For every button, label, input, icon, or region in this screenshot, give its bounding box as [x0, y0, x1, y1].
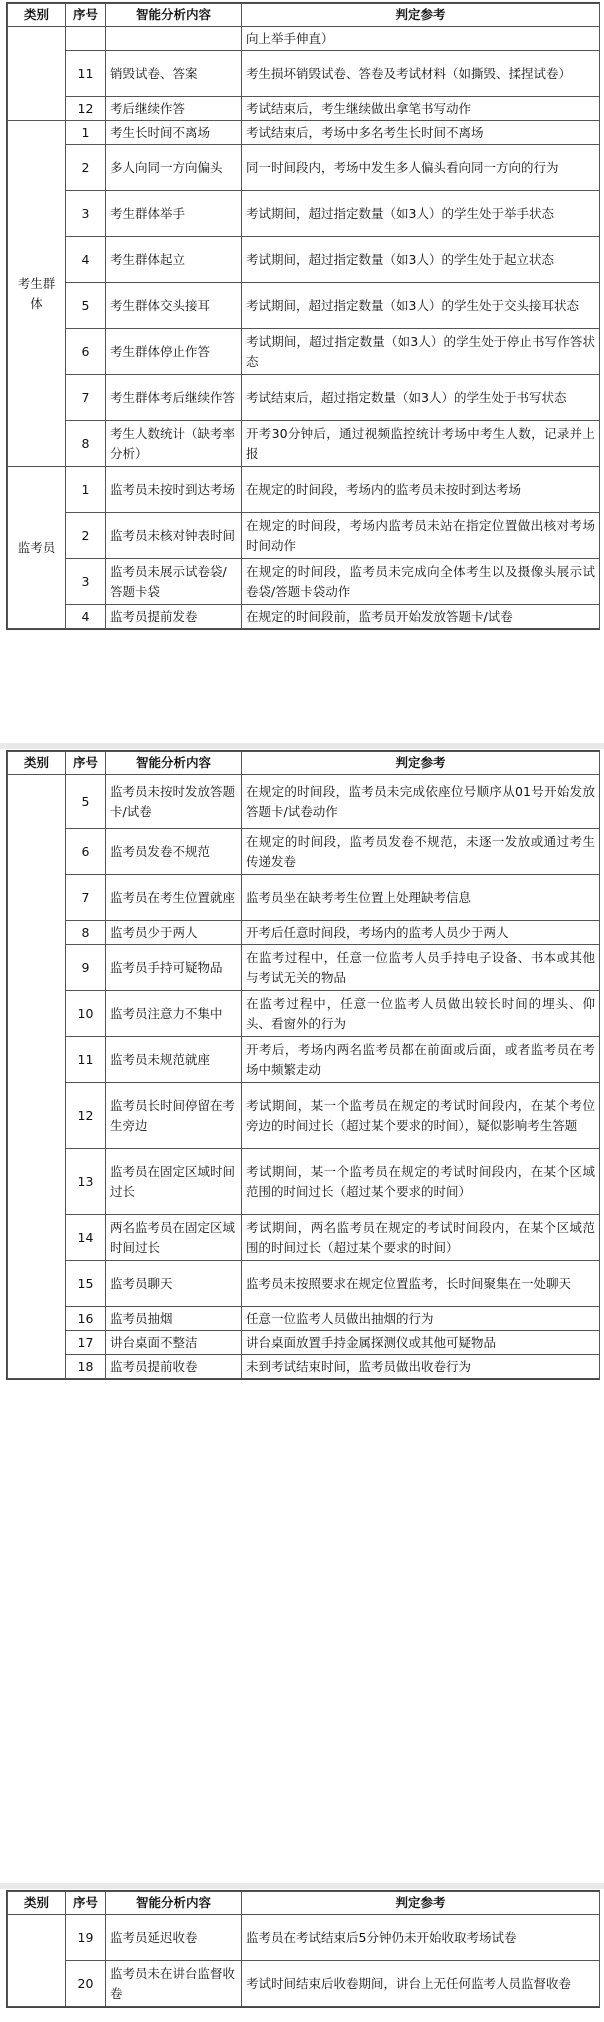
row-criteria: 在监考过程中，任意一位监考人员手持电子设备、书本或其他与考试无关的物品	[242, 945, 600, 991]
row-analysis-item: 销毁试卷、答案	[106, 51, 242, 97]
row-criteria: 考试结束后，考生继续做出拿笔书写动作	[242, 97, 600, 121]
table-row	[8, 375, 600, 421]
row-number: 2	[66, 145, 106, 191]
row-number: 18	[66, 1355, 106, 1379]
header-analysis-content: 智能分析内容	[106, 752, 242, 775]
row-number: 7	[66, 375, 106, 421]
row-number: 11	[66, 51, 106, 97]
row-number: 9	[66, 945, 106, 991]
row-analysis-item: 监考员未展示试卷袋/答题卡袋	[106, 559, 242, 605]
table-row	[8, 329, 600, 375]
row-analysis-item	[106, 27, 242, 51]
row-criteria: 考试期间，某一个监考员在规定的考试时间段内，在某个区域范围的时间过长（超过某个要求的时间）	[242, 1149, 600, 1215]
table-segment-1	[6, 2, 600, 630]
row-analysis-item: 监考员在考生位置就座	[106, 875, 242, 921]
table-row	[8, 97, 600, 121]
row-analysis-item: 监考员注意力不集中	[106, 991, 242, 1037]
table-row	[8, 1083, 600, 1149]
row-criteria: 任意一位监考人员做出抽烟的行为	[242, 1307, 600, 1331]
row-analysis-item: 考生群体停止作答	[106, 329, 242, 375]
table-header	[8, 752, 600, 775]
row-number: 3	[66, 559, 106, 605]
row-analysis-item: 监考员聊天	[106, 1261, 242, 1307]
row-analysis-item: 监考员抽烟	[106, 1307, 242, 1331]
table-row	[8, 559, 600, 605]
row-number: 8	[66, 921, 106, 945]
row-number: 13	[66, 1149, 106, 1215]
header-criteria: 判定参考	[242, 1892, 600, 1915]
row-analysis-item: 监考员提前发卷	[106, 605, 242, 629]
row-criteria: 监考员坐在缺考考生位置上处理缺考信息	[242, 875, 600, 921]
row-criteria: 考生损坏销毁试卷、答卷及考试材料（如撕毁、揉捏试卷）	[242, 51, 600, 97]
row-analysis-item: 考后继续作答	[106, 97, 242, 121]
row-analysis-item: 监考员手持可疑物品	[106, 945, 242, 991]
row-number: 4	[66, 605, 106, 629]
row-analysis-item: 监考员在固定区域时间过长	[106, 1149, 242, 1215]
row-criteria: 监考员在考试结束后5分钟仍未开始收取考场试卷	[242, 1915, 600, 1961]
category-cell-continued	[8, 775, 66, 1379]
row-criteria: 同一时间段内，考场中发生多人偏头看向同一方向的行为	[242, 145, 600, 191]
row-number: 16	[66, 1307, 106, 1331]
row-criteria: 向上举手伸直）	[242, 27, 600, 51]
row-number: 20	[66, 1961, 106, 2007]
row-criteria: 考试期间，超过指定数量（如3人）的学生处于起立状态	[242, 237, 600, 283]
category-cell-continued	[8, 27, 66, 121]
category-cell-proctors: 监考员	[8, 467, 66, 629]
row-number: 6	[66, 329, 106, 375]
table-row	[8, 283, 600, 329]
header-number: 序号	[66, 752, 106, 775]
header-category: 类别	[8, 4, 66, 27]
row-number: 5	[66, 283, 106, 329]
row-number: 17	[66, 1331, 106, 1355]
row-number: 5	[66, 775, 106, 829]
row-number: 1	[66, 467, 106, 513]
table-row	[8, 829, 600, 875]
row-criteria: 开考后，考场内两名监考员都在前面或后面，或者监考员在考场中频繁走动	[242, 1037, 600, 1083]
row-analysis-item: 考生长时间不离场	[106, 121, 242, 145]
row-criteria: 考试期间，超过指定数量（如3人）的学生处于交头接耳状态	[242, 283, 600, 329]
row-analysis-item: 考生群体交头接耳	[106, 283, 242, 329]
table-row	[8, 875, 600, 921]
table-row	[8, 513, 600, 559]
header-category: 类别	[8, 1892, 66, 1915]
table-row	[8, 605, 600, 629]
table-row	[8, 1037, 600, 1083]
row-number: 1	[66, 121, 106, 145]
table-row	[8, 991, 600, 1037]
header-number: 序号	[66, 1892, 106, 1915]
table-row	[8, 191, 600, 237]
row-number: 7	[66, 875, 106, 921]
table-row	[8, 121, 600, 145]
row-criteria: 监考员未按照要求在规定位置监考，长时间聚集在一处聊天	[242, 1261, 600, 1307]
row-analysis-item: 考生人数统计（缺考率分析）	[106, 421, 242, 467]
table-row	[8, 1307, 600, 1331]
row-criteria: 考试时间结束后收卷期间，讲台上无任何监考人员监督收卷	[242, 1961, 600, 2007]
table-segment-2	[6, 750, 600, 1380]
row-number: 15	[66, 1261, 106, 1307]
row-criteria: 考试期间，某一个监考员在规定的考试时间段内，在某个考位旁边的时间过长（超过某个要求的时间），疑似影响考生答题	[242, 1083, 600, 1149]
row-analysis-item: 监考员少于两人	[106, 921, 242, 945]
table-row	[8, 1915, 600, 1961]
header-criteria: 判定参考	[242, 752, 600, 775]
category-cell-continued	[8, 1915, 66, 2007]
table-row	[8, 27, 600, 51]
table-row	[8, 1961, 600, 2007]
header-analysis-content: 智能分析内容	[106, 4, 242, 27]
header-number: 序号	[66, 4, 106, 27]
row-analysis-item: 监考员未核对钟表时间	[106, 513, 242, 559]
header-analysis-content: 智能分析内容	[106, 1892, 242, 1915]
row-criteria: 在规定的时间段前，监考员开始发放答题卡/试卷	[242, 605, 600, 629]
table-row	[8, 1215, 600, 1261]
row-analysis-item: 监考员未在讲台监督收卷	[106, 1961, 242, 2007]
row-number: 2	[66, 513, 106, 559]
row-number: 11	[66, 1037, 106, 1083]
row-analysis-item: 考生群体起立	[106, 237, 242, 283]
header-criteria: 判定参考	[242, 4, 600, 27]
row-number: 3	[66, 191, 106, 237]
row-criteria: 开考后任意时间段，考场内的监考人员少于两人	[242, 921, 600, 945]
table-row	[8, 237, 600, 283]
table-row	[8, 467, 600, 513]
row-criteria: 在监考过程中，任意一位监考人员做出较长时间的埋头、仰头、看窗外的行为	[242, 991, 600, 1037]
row-criteria: 讲台桌面放置手持金属探测仪或其他可疑物品	[242, 1331, 600, 1355]
table-header	[8, 4, 600, 27]
page-separator	[0, 1883, 604, 1889]
row-number: 19	[66, 1915, 106, 1961]
table-row	[8, 921, 600, 945]
row-criteria: 在规定的时间段，监考员未完成依座位号顺序从01号开始发放答题卡/试卷动作	[242, 775, 600, 829]
row-criteria: 在规定的时间段，考场内的监考员未按时到达考场	[242, 467, 600, 513]
row-number: 4	[66, 237, 106, 283]
row-analysis-item: 监考员未按时到达考场	[106, 467, 242, 513]
row-number: 12	[66, 97, 106, 121]
table-row	[8, 775, 600, 829]
table-row	[8, 945, 600, 991]
row-analysis-item: 多人向同一方向偏头	[106, 145, 242, 191]
table-row	[8, 1355, 600, 1379]
row-criteria: 在规定的时间段，监考员发卷不规范，未逐一发放或通过考生传递发卷	[242, 829, 600, 875]
row-number: 12	[66, 1083, 106, 1149]
row-number: 10	[66, 991, 106, 1037]
row-criteria: 考试期间，两名监考员在规定的考试时间段内，在某个区域范围的时间过长（超过某个要求的时间）	[242, 1215, 600, 1261]
table-row	[8, 145, 600, 191]
row-number	[66, 27, 106, 51]
row-analysis-item: 监考员长时间停留在考生旁边	[106, 1083, 242, 1149]
row-criteria: 在规定的时间段，考场内监考员未站在指定位置做出核对考场时间动作	[242, 513, 600, 559]
row-analysis-item: 讲台桌面不整洁	[106, 1331, 242, 1355]
row-criteria: 考试期间，超过指定数量（如3人）的学生处于停止书写作答状态	[242, 329, 600, 375]
row-criteria: 开考30分钟后，通过视频监控统计考场中考生人数，记录并上报	[242, 421, 600, 467]
row-analysis-item: 考生群体考后继续作答	[106, 375, 242, 421]
row-criteria: 未到考试结束时间，监考员做出收卷行为	[242, 1355, 600, 1379]
row-analysis-item: 监考员发卷不规范	[106, 829, 242, 875]
row-analysis-item: 监考员延迟收卷	[106, 1915, 242, 1961]
table-row	[8, 1149, 600, 1215]
table-segment-3	[6, 1890, 600, 2008]
row-analysis-item: 两名监考员在固定区域时间过长	[106, 1215, 242, 1261]
table-row	[8, 421, 600, 467]
table-row	[8, 1261, 600, 1307]
table-row	[8, 51, 600, 97]
table-row	[8, 1331, 600, 1355]
row-criteria: 考试期间，超过指定数量（如3人）的学生处于举手状态	[242, 191, 600, 237]
row-number: 6	[66, 829, 106, 875]
row-number: 14	[66, 1215, 106, 1261]
row-criteria: 考试结束后，超过指定数量（如3人）的学生处于书写状态	[242, 375, 600, 421]
row-analysis-item: 监考员未按时发放答题卡/试卷	[106, 775, 242, 829]
page-separator	[0, 743, 604, 749]
row-number: 8	[66, 421, 106, 467]
row-analysis-item: 监考员未规范就座	[106, 1037, 242, 1083]
row-analysis-item: 监考员提前收卷	[106, 1355, 242, 1379]
row-criteria: 在规定的时间段，监考员未完成向全体考生以及摄像头展示试卷袋/答题卡袋动作	[242, 559, 600, 605]
table-header	[8, 1892, 600, 1915]
header-category: 类别	[8, 752, 66, 775]
row-analysis-item: 考生群体举手	[106, 191, 242, 237]
row-criteria: 考试结束后，考场中多名考生长时间不离场	[242, 121, 600, 145]
category-cell-students: 考生群体	[8, 121, 66, 467]
